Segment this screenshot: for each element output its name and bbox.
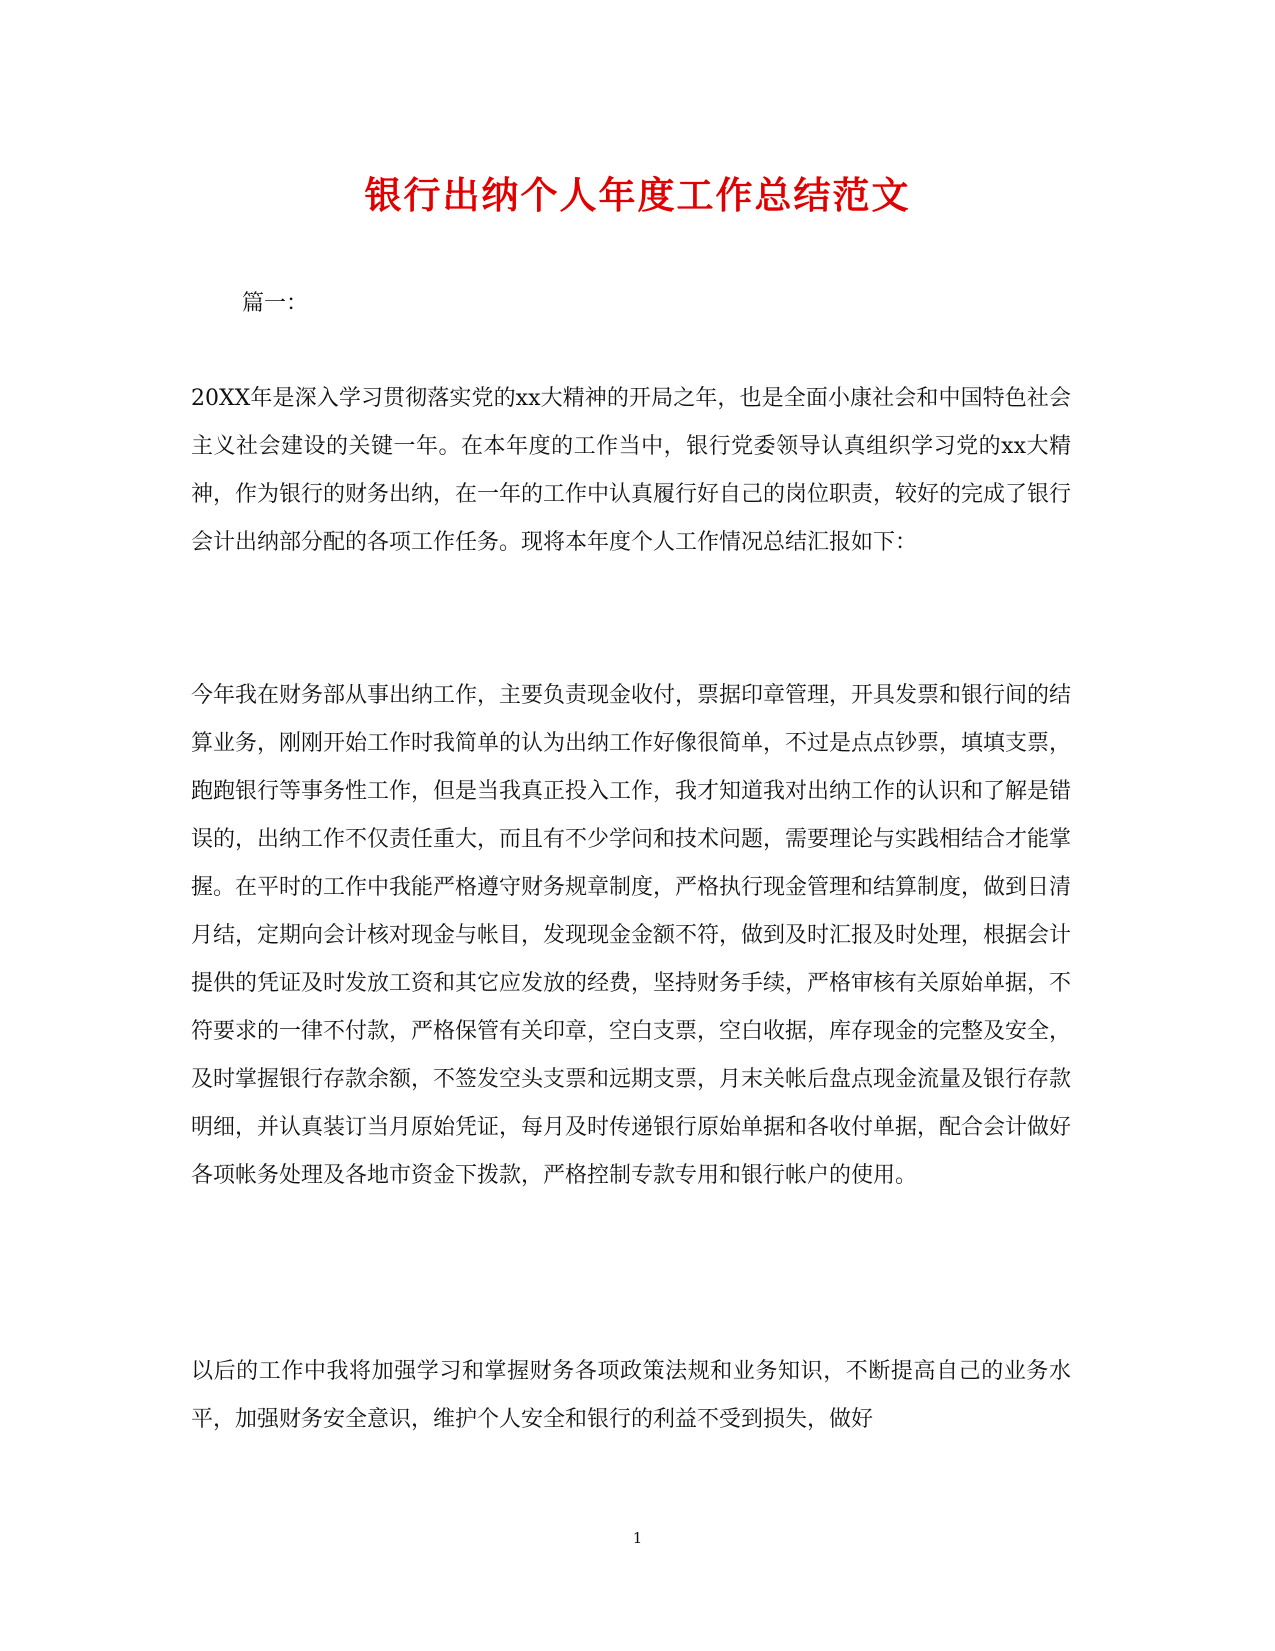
paragraph-work-duties: 今年我在财务部从事出纳工作，主要负责现金收付，票据印章管理，开具发票和银行间的结算业务，刚刚开始工作时我简单的认为出纳工作好像很简单，不过是点点钞票，填填支票，跑跑银行等事务性工作，但是当我真正投入工作，我才知道我对出纳工作的认识和了解是错误的，出纳工作不仅责任重大，而且有不少学问和技术问题，需要理论与实践相结合才能掌握。在平时的工作中我能严格遵守财务规章制度，严格执行现金管理和结算制度，做到日清月结，定期向会计核对现金与帐目，发现现金金额不符，做到及时汇报及时处理，根据会计提供的凭证及时发放工资和其它应发放的经费，坚持财务手续，严格审核有关原始单据，不符要求的一律不付款，严格保管有关印章，空白支票，空白收据，库存现金的完整及安全，及时掌握银行存款余额，不签发空头支票和远期支票，月末关帐后盘点现金流量及银行存款明细，并认真装订当月原始凭证，每月及时传递银行原始单据和各收付单据，配合会计做好各项帐务处理及各地市资金下拨款，严格控制专款专用和银行帐户的使用。 <box>191 683 1072 1188</box>
paragraph-intro: 20XX年是深入学习贯彻落实党的xx大精神的开局之年，也是全面小康社会和中国特色社会主义社会建设的关键一年。在本年度的工作当中，银行党委领导认真组织学习党的xx大精神，作为银行的财务出纳，在一年的工作中认真履行好自己的岗位职责，较好的完成了银行会计出纳部分配的各项工作任务。现将本年度个人工作情况总结汇报如下： <box>191 386 1072 555</box>
document-title: 银行出纳个人年度工作总结范文 <box>364 173 911 217</box>
page-number: 1 <box>632 1529 643 1547</box>
section-label: 篇一： <box>242 291 309 316</box>
paragraph-future-work: 以后的工作中我将加强学习和掌握财务各项政策法规和业务知识，不断提高自己的业务水平，加强财务安全意识，维护个人安全和银行的利益不受到损失，做好 <box>191 1359 1071 1432</box>
